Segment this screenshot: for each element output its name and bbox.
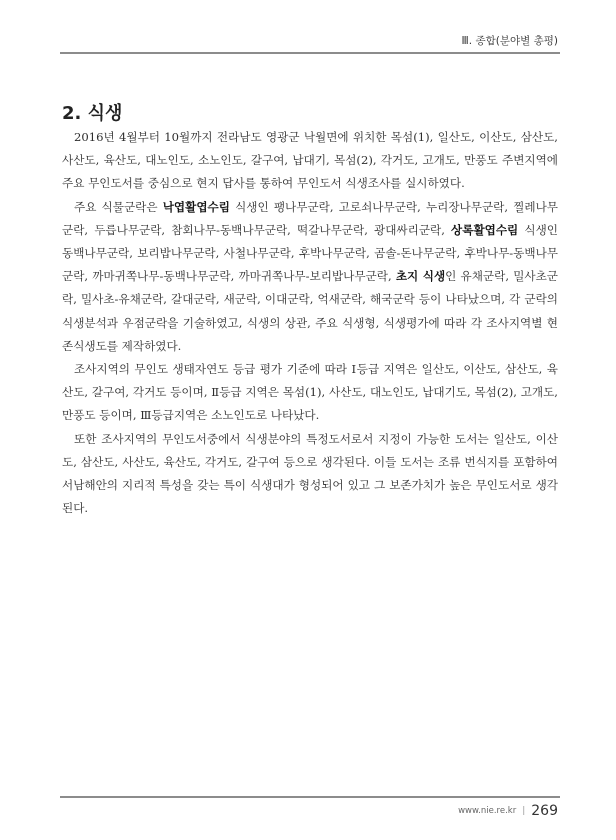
running-header: Ⅲ. 종합(분야별 총평) bbox=[461, 35, 558, 47]
text-run: 또한 조사지역의 무인도서중에서 식생분야의 특정도서로서 지정이 가능한 도서는 일산도, 이산도, 삼산도, 사산도, 육산도, 각거도, 갈구여 등으로 생각된다. 이들 도서는 조류 번식지를 포함하여 서남해안의 지리적 특성을 갖는 특이 식생대가 형성되어 있고 그 보존가치가 높은 무인도서로 생각된다. bbox=[62, 431, 558, 516]
footer-divider bbox=[60, 796, 560, 798]
page-footer bbox=[458, 803, 558, 819]
emphasis-term: 상록활엽수림 bbox=[451, 222, 519, 237]
page-number: 269 bbox=[531, 803, 558, 819]
header-divider bbox=[60, 52, 560, 54]
section-title: 2. 식생 bbox=[62, 102, 123, 124]
emphasis-term: 낙엽활엽수림 bbox=[162, 199, 230, 214]
paragraph bbox=[62, 126, 558, 196]
text-run: 식생인 팽나무군락, 고로쇠나무군락, 누리장나무군락, 찔레나무군락, 두릅나무군락, 참회나무-동백나무군락, 떡갈나무군락, 광대싸리군락, bbox=[62, 199, 558, 237]
paragraph bbox=[62, 196, 558, 358]
footer-separator: | bbox=[522, 806, 526, 816]
emphasis-term: 초지 식생 bbox=[395, 269, 446, 284]
text-run: 인 유채군락, 밀사초군락, 밀사초-유채군락, 갈대군락, 새군락, 이대군락, 억새군락, 해국군락 등이 나타났으며, 각 군락의 식생분석과 우점군락을 기술하였고, 식생의 상관, 주요 식생형, 식생평가에 따라 각 조사지역별 현존식생도를 제작하였다. bbox=[62, 269, 558, 353]
text-run: 조사지역의 무인도 생태자연도 등급 평가 기준에 따라 Ⅰ등급 지역은 일산도, 이산도, 삼산도, 육산도, 갈구여, 각거도 등이며, Ⅱ등급 지역은 목섬(1), 사산도, 대노인도, 납대기도, 목섬(2), 고개도, 만풍도 등이며, Ⅲ등급지역은 소노인도로 나타났다. bbox=[62, 362, 558, 423]
paragraph bbox=[62, 428, 558, 521]
text-run: 주요 식물군락은 bbox=[74, 199, 163, 214]
paragraph bbox=[62, 358, 558, 428]
body-text bbox=[62, 126, 558, 520]
text-run: 2016년 4월부터 10월까지 전라남도 영광군 낙월면에 위치한 목섬(1), 일산도, 이산도, 삼산도, 사산도, 육산도, 대노인도, 소노인도, 갈구여, 납대기, 목섬(2), 각거도, 고개도, 만풍도 주변지역에 주요 무인도서를 중심으로 현지 답사를 통하여 무인도서 식생조사를 실시하였다. bbox=[62, 130, 558, 191]
text-run: 식생인 동백나무군락, 보리밥나무군락, 사철나무군락, 후박나무군락, 곰솔-돈나무군락, 후박나무-동백나무군락, 까마귀쪽나무-동백나무군락, 까마귀쪽나무-보리밥나무군락, bbox=[62, 222, 558, 284]
footer-url: www.nie.re.kr bbox=[458, 806, 517, 816]
